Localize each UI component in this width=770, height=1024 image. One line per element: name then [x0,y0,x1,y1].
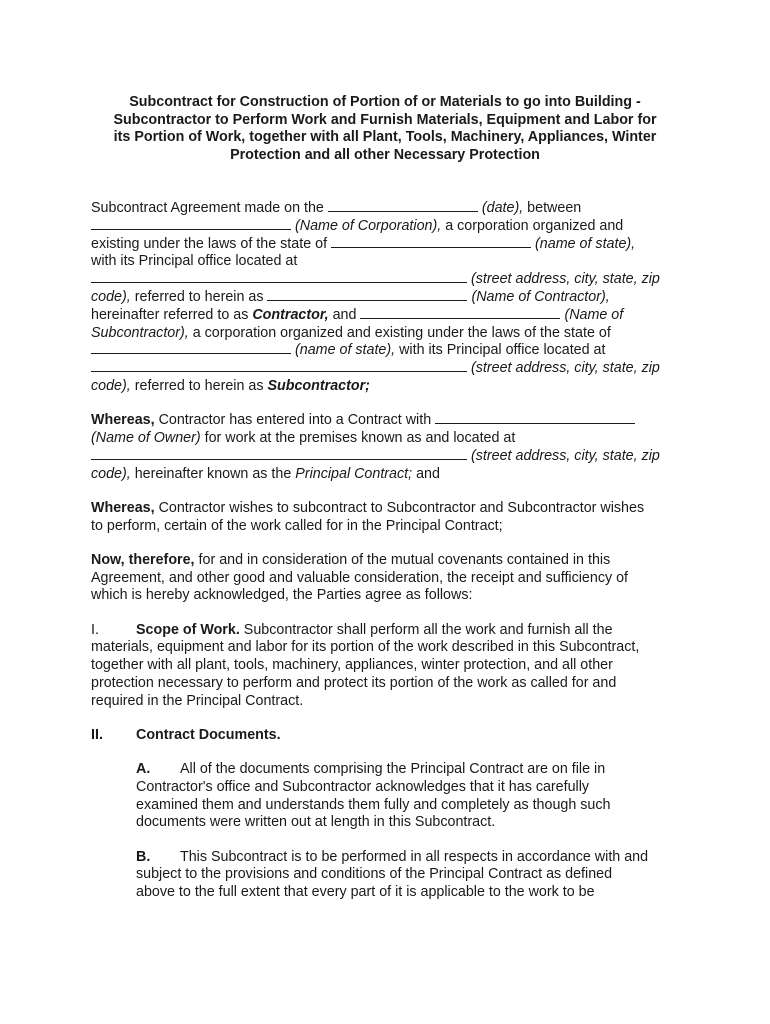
text-run: and [416,465,440,482]
text-line [91,325,691,343]
italic-text: code), [91,377,131,394]
text-line [91,200,691,218]
text-line [91,289,691,307]
text-line [91,552,691,570]
italic-text: code), [91,465,131,482]
italic-text: (street address, city, state, zip [471,271,660,288]
subsection-a [91,761,691,832]
italic-text: (date), [481,200,524,216]
text-line [91,412,691,430]
section-contract-documents [91,727,691,902]
text-line: subject to the provisions and conditions of the Principal Contract as defined [136,866,613,883]
section-scope-of-work [91,622,691,711]
text-line: required in the Principal Contract. [91,692,304,709]
paragraph-spacer [91,535,691,551]
bold-text: Whereas, [91,499,155,516]
document-body [91,200,691,902]
paragraph-spacer [91,745,691,761]
title-line: its Portion of Work, together with all Plant, Tools, Machinery, Appliances, Winter [113,129,657,146]
italic-text: (street address, city, state, zip [471,360,660,377]
text-run: hereinafter known as the [134,465,292,482]
corporation-name-blank[interactable] [91,218,291,230]
text-line: above to the full extent that every part of it is applicable to the work to be [136,884,595,901]
text-run: between [527,200,582,216]
paragraph-spacer [91,605,691,621]
subcontractor-name-blank[interactable] [360,307,560,319]
text-run: a corporation organized and [445,217,624,234]
text-line [91,236,691,254]
text-line: which is hereby acknowledged, the Parties agree as follows: [91,587,473,604]
text-run: Subcontractor shall perform all the work and furnish all the [243,621,613,638]
bold-text: Contract Documents. [136,726,281,743]
bold-text: A. [136,761,151,778]
address-blank[interactable] [91,271,467,283]
text-run: existing under the laws of the state of [91,235,328,252]
bold-text: II. [91,726,103,743]
bold-text [252,307,328,323]
state-blank[interactable] [331,236,531,248]
address-blank[interactable] [91,360,467,372]
text-line [91,378,691,396]
text-run: a corporation organized and existing under the laws of the state of [192,324,611,341]
title-line: Subcontractor to Perform Work and Furnish Materials, Equipment and Labor for [113,111,657,128]
paragraph-spacer [91,396,691,412]
text-line [91,448,691,466]
text-run: referred to herein as [134,288,264,305]
text-line: protection necessary to perform and protect its portion of the work as called for and [91,674,617,691]
text-run: for and in consideration of the mutual covenants contained in this [198,551,611,568]
italic-text: Subcontractor; [267,377,370,394]
bold-text [267,378,369,394]
text-line: materials, equipment and labor for its portion of the work described in this Subcontract, [91,639,640,656]
text-run: with its Principal office located at [399,342,606,359]
subsection-b [91,849,691,902]
text-run: Contractor has entered into a Contract with [158,412,432,429]
text-line: with its Principal office located at [91,253,298,270]
text-line [91,466,691,484]
italic-text: (Name of Corporation), [295,217,442,234]
italic-text: code), [91,288,131,305]
italic-text: (Name of Contractor), [471,288,610,305]
text-line [91,622,691,640]
text-line: Agreement, and other good and valuable consideration, the receipt and sufficiency of [91,569,629,586]
text-line [91,271,691,289]
text-line [91,218,691,236]
text-run: referred to herein as [134,377,264,394]
text-line: Contractor's office and Subcontractor acknowledges that it has carefully [136,778,590,795]
state-blank[interactable] [91,342,291,354]
text-run: for work at the premises known as and located at [204,429,516,446]
whereas-paragraph [91,500,691,536]
paragraph-spacer [91,832,691,848]
date-blank[interactable] [328,200,478,212]
bold-text: B. [136,848,151,865]
italic-text: (street address, city, state, zip [471,447,660,464]
text-line [91,307,691,325]
text-line [91,360,691,378]
italic-text: (Name of Owner) [91,429,201,446]
whereas-paragraph [91,412,691,483]
text-line [136,849,691,867]
text-run: hereinafter referred to as [91,306,249,323]
owner-name-blank[interactable] [435,412,635,424]
text-line [136,761,691,779]
text-run: All of the documents comprising the Principal Contract are on file in [180,761,606,778]
italic-text: (name of state), [535,235,636,252]
text-line [91,727,691,745]
text-run: Contractor wishes to subcontract to Subcontractor and Subcontractor wishes [158,499,645,516]
italic-text: (Name of [564,306,624,323]
italic-text: Principal Contract; [295,465,413,482]
premises-address-blank[interactable] [91,448,467,460]
text-line [91,342,691,360]
text-line: documents were written out at length in this Subcontract. [136,814,496,831]
text-line [91,430,691,448]
text-line: to perform, certain of the work called for in the Principal Contract; [91,517,503,534]
document-title [80,94,690,165]
paragraph-spacer [91,483,691,499]
italic-text: (name of state), [295,342,396,359]
bold-text: Now, therefore, [91,551,195,568]
now-therefore-paragraph [91,552,691,605]
text-line: together with all plant, tools, machinery, appliances, winter protection, and all other [91,657,613,674]
text-run: This Subcontract is to be performed in all respects in accordance with and [180,848,649,865]
text-run: and [332,306,357,323]
bold-text: Whereas, [91,412,155,429]
bold-text: Scope of Work. [136,621,240,638]
title-line: Subcontract for Construction of Portion of or Materials to go into Building - [129,94,641,110]
text-line: examined them and understands them fully and completely as though such [136,796,611,813]
italic-text: Subcontractor), [91,324,189,341]
agreement-paragraph [91,200,691,396]
text-run: I. [91,621,99,638]
italic-text: Contractor, [252,306,329,323]
text-run: Subcontract Agreement made on the [91,200,324,216]
title-line: Protection and all other Necessary Protection [230,147,540,164]
paragraph-spacer [91,710,691,726]
text-line [91,500,691,518]
contractor-name-blank[interactable] [267,289,467,301]
